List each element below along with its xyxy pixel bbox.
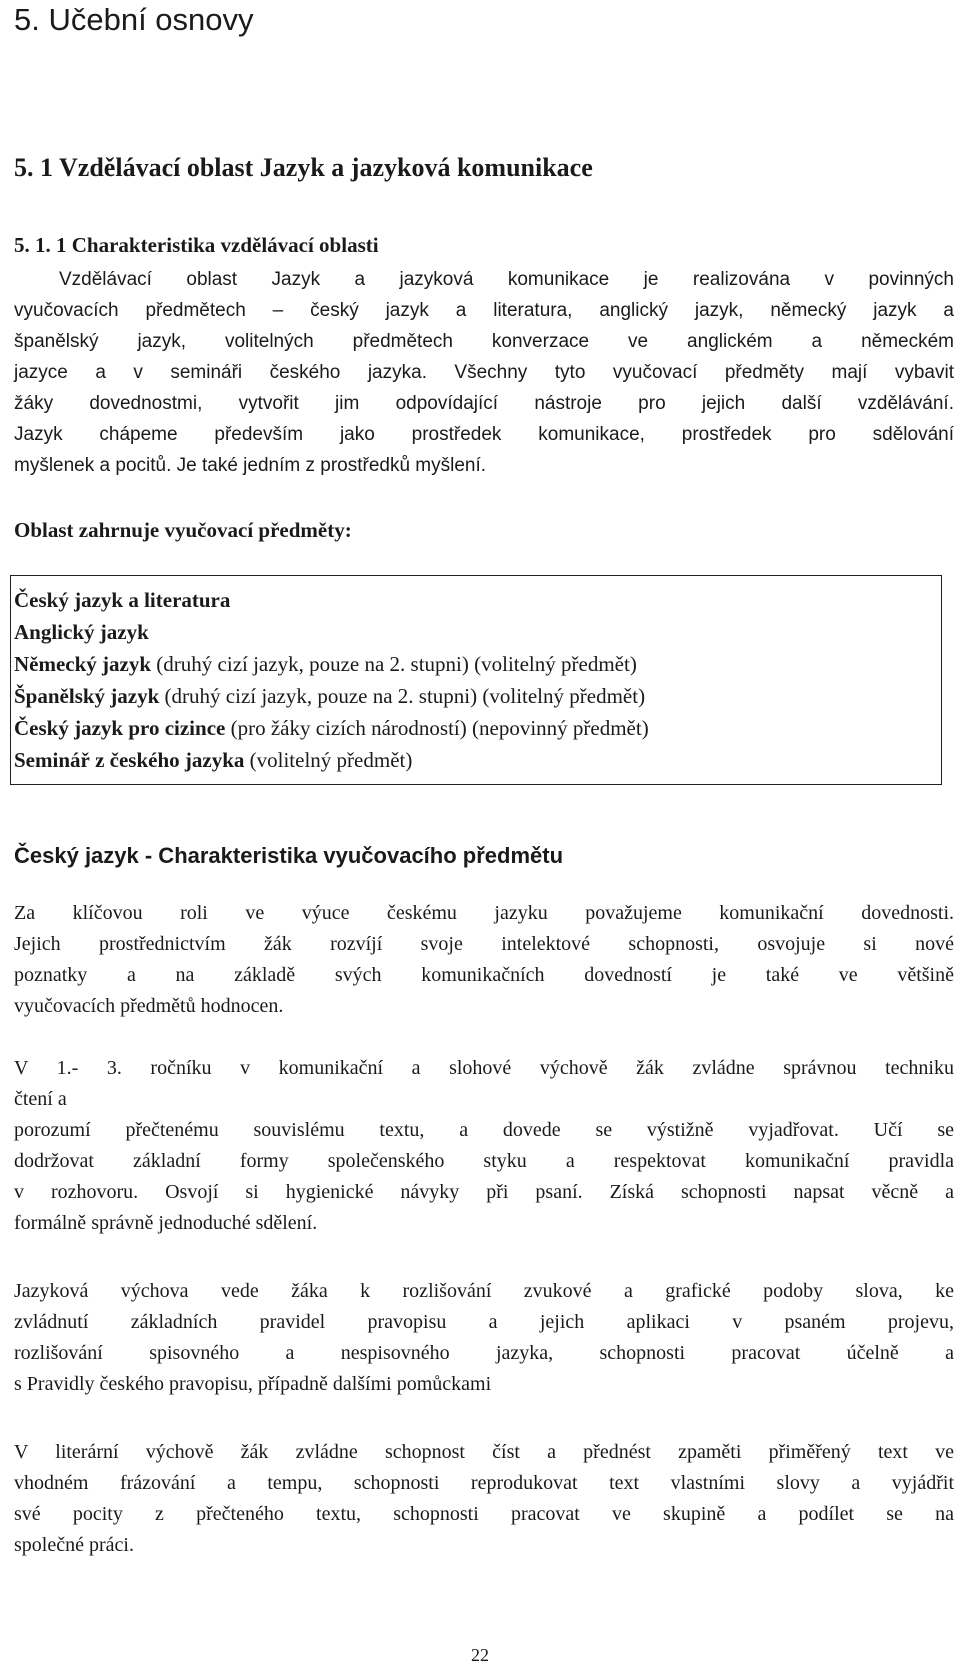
intro-line: Vzdělávací oblast Jazyk a jazyková komunikace je realizována v povinných — [59, 269, 954, 290]
paragraph-grades-1-3 — [14, 1053, 954, 1239]
intro-line: Jazyk chápeme především jako prostředek komunikace, prostředek pro sdělování — [14, 424, 954, 445]
subject-item: Německý jazyk (druhý cizí jazyk, pouze na 2. stupni) (volitelný předmět) — [14, 652, 637, 676]
paragraph-line: své pocity z přečteného textu, schopnosti pracovat ve skupině a podílet se na — [14, 1503, 954, 1525]
subject-item: Český jazyk a literatura — [14, 588, 231, 612]
paragraph-language-education — [14, 1276, 954, 1400]
paragraph-line: V literární výchově žák zvládne schopnost číst a přednést zpaměti přiměřený text ve — [14, 1441, 954, 1463]
subject-item: Španělský jazyk (druhý cizí jazyk, pouze na 2. stupni) (volitelný předmět) — [14, 684, 646, 708]
paragraph-line: společné práci. — [14, 1534, 134, 1556]
intro-line: vyučovacích předmětech – český jazyk a literatura, anglický jazyk, německý jazyk a — [14, 300, 954, 321]
paragraph-line: porozumí přečtenému souvislému textu, a dovede se výstižně vyjadřovat. Učí se — [14, 1119, 954, 1141]
paragraph-line: vhodném frázování a tempu, schopnosti reprodukovat text vlastními slovy a vyjádřit — [14, 1472, 954, 1494]
subject-item: Český jazyk pro cizince (pro žáky cizích národností) (nepovinný předmět) — [14, 716, 649, 740]
paragraph-line: s Pravidly českého pravopisu, případně dalšími pomůckami — [14, 1373, 492, 1395]
subsection-title: 5. 1 Vzdělávací oblast Jazyk a jazyková komunikace — [14, 153, 593, 182]
paragraph-line: dodržovat základní formy společenského styku a respektovat komunikační pravidla — [14, 1150, 954, 1172]
subjects-heading: Oblast zahrnuje vyučovací předměty: — [14, 518, 352, 542]
paragraph-line: Jejich prostřednictvím žák rozvíjí svoje intelektové schopnosti, osvojuje si nové — [14, 933, 954, 955]
intro-line: španělský jazyk, volitelných předmětech konverzace ve anglickém a německém — [14, 331, 954, 352]
paragraph-line: rozlišování spisovného a nespisovného jazyka, schopnosti pracovat účelně a — [14, 1342, 954, 1364]
paragraph-line: v rozhovoru. Osvojí si hygienické návyky při psaní. Získá schopnosti napsat věcně a — [14, 1181, 954, 1203]
intro-line: myšlenek a pocitů. Je také jedním z prostředků myšlení. — [14, 455, 487, 476]
subject-characteristic-title: Český jazyk - Charakteristika vyučovacího předmětu — [14, 843, 564, 868]
paragraph-line: formálně správně jednoduché sdělení. — [14, 1212, 318, 1234]
paragraph-line: čtení a — [14, 1088, 67, 1110]
paragraph-line: Jazyková výchova vede žáka k rozlišování zvukové a grafické podoby slova, ke — [14, 1280, 954, 1302]
subject-item: Anglický jazyk — [14, 620, 149, 644]
paragraph-line: poznatky a na základě svých komunikačních dovedností je také ve většině — [14, 964, 954, 986]
intro-paragraph — [14, 264, 954, 481]
paragraph-line: Za klíčovou roli ve výuce českému jazyku považujeme komunikační dovednosti. — [14, 902, 954, 924]
paragraph-line: vyučovacích předmětů hodnocen. — [14, 995, 284, 1017]
paragraph-key-role — [14, 898, 954, 1022]
page-number: 22 — [471, 1645, 489, 1665]
paragraph-line: V 1.- 3. ročníku v komunikační a slohové výchově žák zvládne správnou techniku — [14, 1057, 954, 1079]
intro-line: žáky dovednostmi, vytvořit jim odpovídající nástroje pro jejich další vzdělávání. — [14, 393, 954, 414]
paragraph-line: zvládnutí základních pravidel pravopisu a jejich aplikaci v psaném projevu, — [14, 1311, 954, 1333]
section-title: 5. Učební osnovy — [14, 2, 254, 37]
subjects-list — [14, 584, 649, 776]
subject-item: Seminář z českého jazyka (volitelný předmět) — [14, 748, 413, 772]
paragraph-literary-education — [14, 1437, 954, 1561]
intro-line: jazyce a v semináři českého jazyka. Všechny tyto vyučovací předměty mají vybavit — [14, 362, 954, 383]
subsubsection-title: 5. 1. 1 Charakteristika vzdělávací oblasti — [14, 233, 379, 257]
